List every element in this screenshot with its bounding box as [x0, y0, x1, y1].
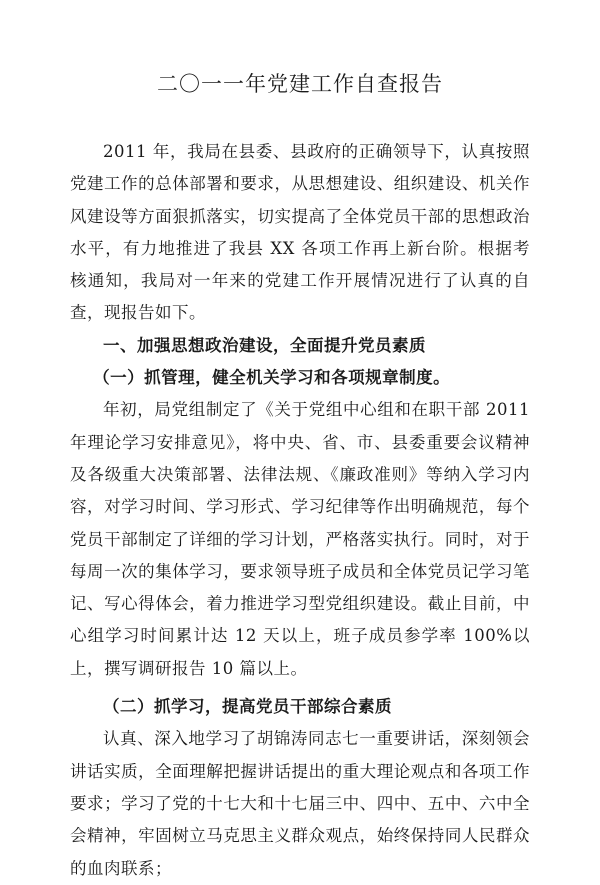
- intro-paragraph: 2011 年，我局在县委、县政府的正确领导下，认真按照党建工作的总体部署和要求，从思想建设、组织建设、机关作风建设等方面狠抓落实，切实提高了全体党员干部的思想政治水平，有力地推进了我县 XX 各项工作再上新台阶。根据考核通知，我局对一年来的党建工作开展情况进行了认真的自查，现报告如下。: [70, 142, 530, 323]
- section-1-heading: 一、加强思想政治建设，全面提升党员素质: [103, 335, 426, 355]
- subsection-1-heading: （一）抓管理，健全机关学习和各项规章制度。: [93, 368, 451, 388]
- document-title: 二〇一一年党建工作自查报告: [157, 72, 443, 96]
- subsection-2-paragraph: 认真、深入地学习了胡锦涛同志七一重要讲话，深刻领会讲话实质，全面理解把握讲话提出的重大理论观点和各项工作要求；学习了党的十七大和十七届三中、四中、五中、六中全会精神，牢固树立马克思主义群众观点，始终保持同人民群众的血肉联系；: [70, 729, 530, 878]
- document-body: [70, 136, 530, 885]
- subsection-1-paragraph: 年初，局党组制定了《关于党组中心组和在职干部 2011 年理论学习安排意见》，将中央、省、市、县委重要会议精神及各级重大决策部署、法律法规、《廉政准则》等纳入学习内容，对学习时间、学习形式、学习纪律等作出明确规范，每个党员干部制定了详细的学习计划，严格落实执行。同时，对于每周一次的集体学习，要求领导班子成员和全体党员记学习笔记、写心得体会，着力推进学习型党组织建设。截止目前，中心组学习时间累计达 12 天以上，班子成员参学率 100%以上，撰写调研报告 10 篇以上。: [70, 400, 530, 678]
- subsection-2-heading: （二）抓学习，提高党员干部综合素质: [103, 697, 392, 717]
